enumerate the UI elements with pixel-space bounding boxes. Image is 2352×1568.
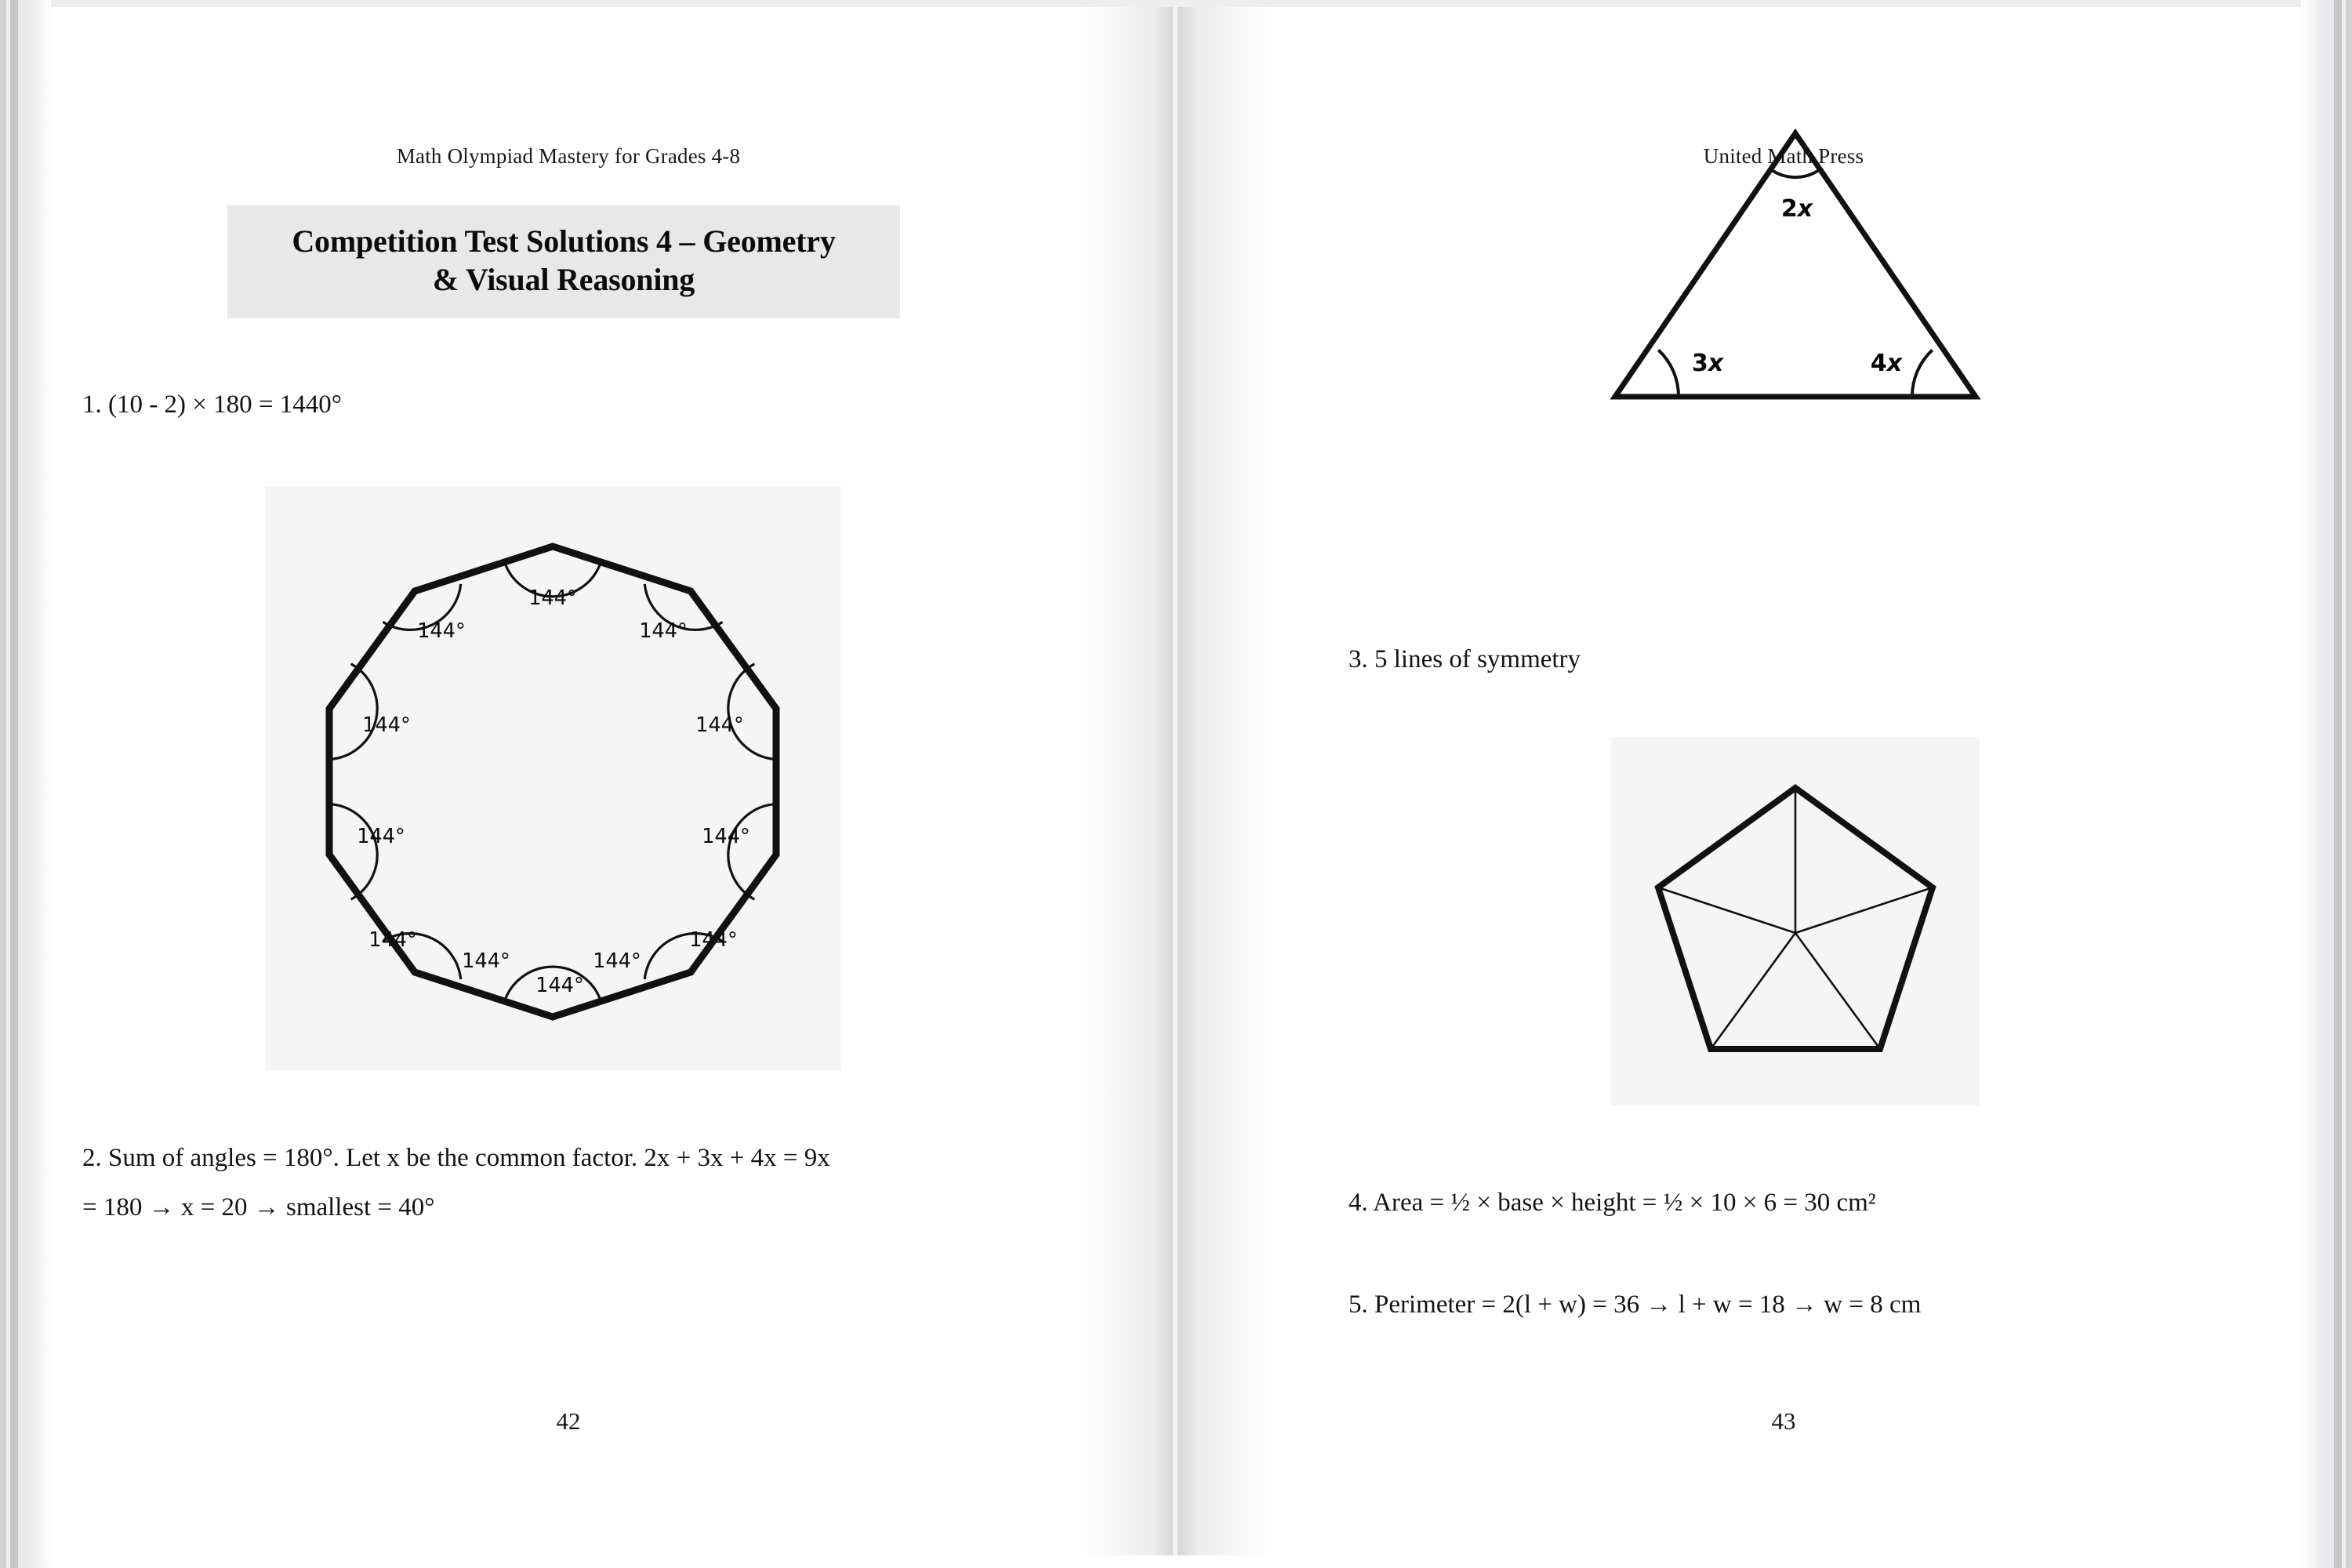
book-edge-left-2 bbox=[6, 0, 10, 1568]
decagon-angle-label: 144° bbox=[702, 825, 750, 848]
solution-2-line-1: 2. Sum of angles = 180°. Let x be the common factor. 2x + 3x + 4x = 9x bbox=[82, 1144, 830, 1172]
triangle-svg bbox=[1580, 105, 2011, 497]
decagon-angle-label: 144° bbox=[462, 949, 510, 973]
pentagon-svg bbox=[1611, 737, 1980, 1105]
decagon-angle-label: 144° bbox=[368, 928, 417, 952]
decagon-angle-label: 144° bbox=[593, 949, 641, 973]
book-edge-right-3 bbox=[2334, 0, 2342, 1568]
decagon-angle-label: 144° bbox=[695, 713, 744, 737]
decagon-figure bbox=[265, 486, 841, 1070]
book-edge-left-3 bbox=[10, 0, 18, 1568]
solution-1-text: 1. (10 - 2) × 180 = 1440° bbox=[82, 390, 342, 419]
decagon-angle-label-extra: 144° bbox=[417, 619, 466, 643]
decagon-angle-label: 144° bbox=[689, 928, 738, 952]
book-edge-left-1 bbox=[0, 0, 6, 1568]
triangle-apex-angle-label: 2x bbox=[1780, 194, 1813, 223]
section-title-line-1: Competition Test Solutions 4 – Geometry bbox=[292, 223, 836, 259]
running-head-left: Math Olympiad Mastery for Grades 4-8 bbox=[396, 144, 741, 168]
page-number-left: 42 bbox=[556, 1407, 581, 1435]
section-title-line-2: & Visual Reasoning bbox=[432, 261, 695, 297]
triangle-figure bbox=[1580, 105, 2011, 497]
decagon-svg bbox=[265, 486, 841, 1070]
triangle-outline bbox=[1615, 133, 1976, 397]
decagon-angle-label: 144° bbox=[357, 825, 405, 848]
section-title-banner bbox=[227, 205, 900, 318]
solution-2-line-2: = 180 → x = 20 → smallest = 40° bbox=[82, 1193, 435, 1221]
running-head-right: United Math Press bbox=[1703, 144, 1864, 168]
decagon-angle-label: 144° bbox=[639, 619, 688, 643]
book-edge-right-4 bbox=[2328, 0, 2334, 1568]
page-number-right: 43 bbox=[1771, 1407, 1796, 1435]
book-edge-right-5 bbox=[2301, 0, 2328, 1568]
spine-shadow-right bbox=[1178, 7, 1270, 1555]
solution-3-text: 3. 5 lines of symmetry bbox=[1348, 645, 1581, 673]
book-edge-left-5 bbox=[24, 0, 51, 1568]
right-page bbox=[1266, 7, 2301, 1555]
triangle-right-angle-label: 4x bbox=[1870, 349, 1903, 377]
book-edge-right-1 bbox=[2346, 0, 2352, 1568]
book-edge-right-2 bbox=[2342, 0, 2346, 1568]
decagon-angle-label-extra: 144° bbox=[362, 713, 411, 737]
decagon-angle-label: 144° bbox=[535, 974, 584, 997]
solution-4-text: 4. Area = ½ × base × height = ½ × 10 × 6 = 30 cm² bbox=[1348, 1189, 1876, 1217]
triangle-left-angle-label: 3x bbox=[1691, 349, 1724, 377]
solution-5-text: 5. Perimeter = 2(l + w) = 36 → l + w = 18 → w = 8 cm bbox=[1348, 1290, 1922, 1319]
book-edge-left-4 bbox=[18, 0, 24, 1568]
spine-shadow-left bbox=[1082, 7, 1174, 1555]
page-top-band bbox=[24, 0, 2328, 7]
decagon-angle-label: 144° bbox=[528, 586, 577, 610]
left-page bbox=[51, 7, 1086, 1555]
pentagon-figure bbox=[1611, 737, 1980, 1105]
